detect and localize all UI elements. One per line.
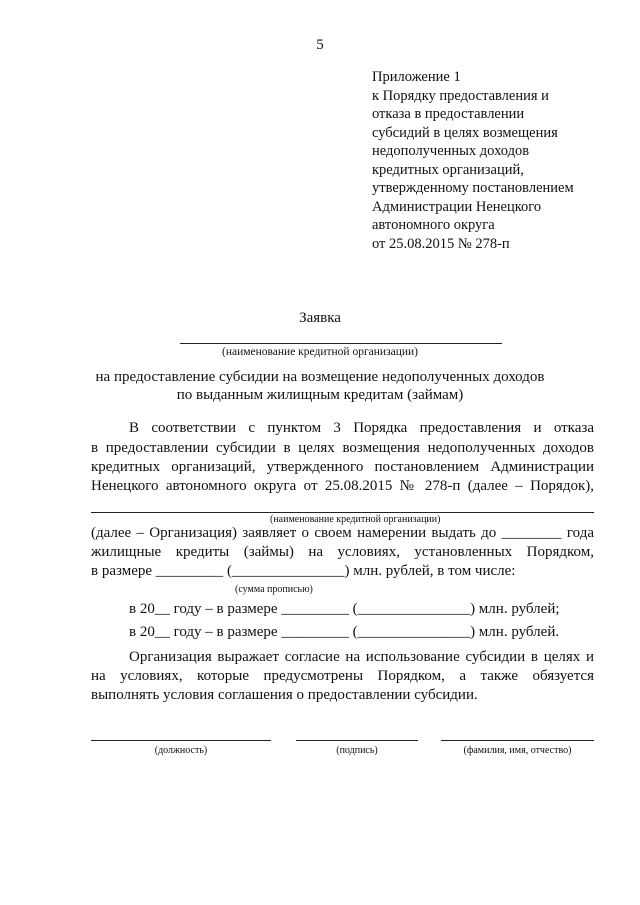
purpose-line: по выданным жилищным кредитам (займам) [176,387,464,403]
paragraph-line: выполнять условия соглашения о предоставлении субсидии. [91,687,478,703]
appendix-line: автономного округа [372,217,495,233]
paragraph-line: жилищные кредиты (займы) на условиях, установленных Порядком, [91,544,594,560]
appendix-line: кредитных организаций, [372,161,524,178]
page-number: 5 [316,37,324,53]
full-name-caption: (фамилия, имя, отчество) [463,745,572,756]
full-name-field-line[interactable] [441,740,594,741]
year-amount-line: в 20__ году – в размере _________ (_______________) млн. рублей. [129,624,560,640]
position-caption: (должность) [154,745,208,756]
year-amount-line: в 20__ году – в размере _________ (_______________) млн. рублей; [129,601,560,617]
appendix-line: Администрации Ненецкого [372,198,542,215]
paragraph-line: В соответствии с пунктом 3 Порядка предоставления и отказа [129,420,594,436]
appendix-line: субсидий в целях возмещения [372,124,558,141]
paragraph-line: на условиях, которые предусмотрены Порядком, а также обязуется [91,668,594,684]
org-name-field-line[interactable] [180,343,502,344]
paragraph-line: Организация выражает согласие на использование субсидии в целях и [129,649,594,665]
signature-field-line[interactable] [296,740,418,741]
signature-caption: (подпись) [336,745,378,756]
paragraph-line: Ненецкого автономного округа от 25.08.2015 № 278-п (далее – Порядок), [91,478,594,494]
appendix-line: утвержденному постановлением [372,180,574,196]
position-field-line[interactable] [91,740,271,741]
sum-caption: (сумма прописью) [235,584,313,595]
purpose-line: на предоставление субсидии на возмещение недополученных доходов [95,369,545,385]
paragraph-line: в размере _________ (_______________) млн. рублей, в том числе: [91,563,516,579]
org-name-inline-caption: (наименование кредитной организации) [270,514,441,525]
appendix-line: Приложение 1 [372,69,461,85]
appendix-line: от 25.08.2015 № 278-п [372,235,510,252]
org-name-caption: (наименование кредитной организации) [221,346,419,358]
appendix-line: недополученных доходов [372,143,530,159]
paragraph-line: кредитных организаций, утвержденного постановлением Администрации [91,459,594,475]
appendix-line: к Порядку предоставления и [372,87,549,104]
document-title: Заявка [299,310,341,326]
appendix-header [372,68,574,253]
paragraph-line: (далее – Организация) заявляет о своем намерении выдать до ________ года [91,525,594,541]
appendix-line: отказа в предоставлении [372,106,525,122]
paragraph-line: в предоставлении субсидии в целях возмещения недополученных доходов [91,440,594,456]
org-name-inline-field-line[interactable] [91,512,594,513]
